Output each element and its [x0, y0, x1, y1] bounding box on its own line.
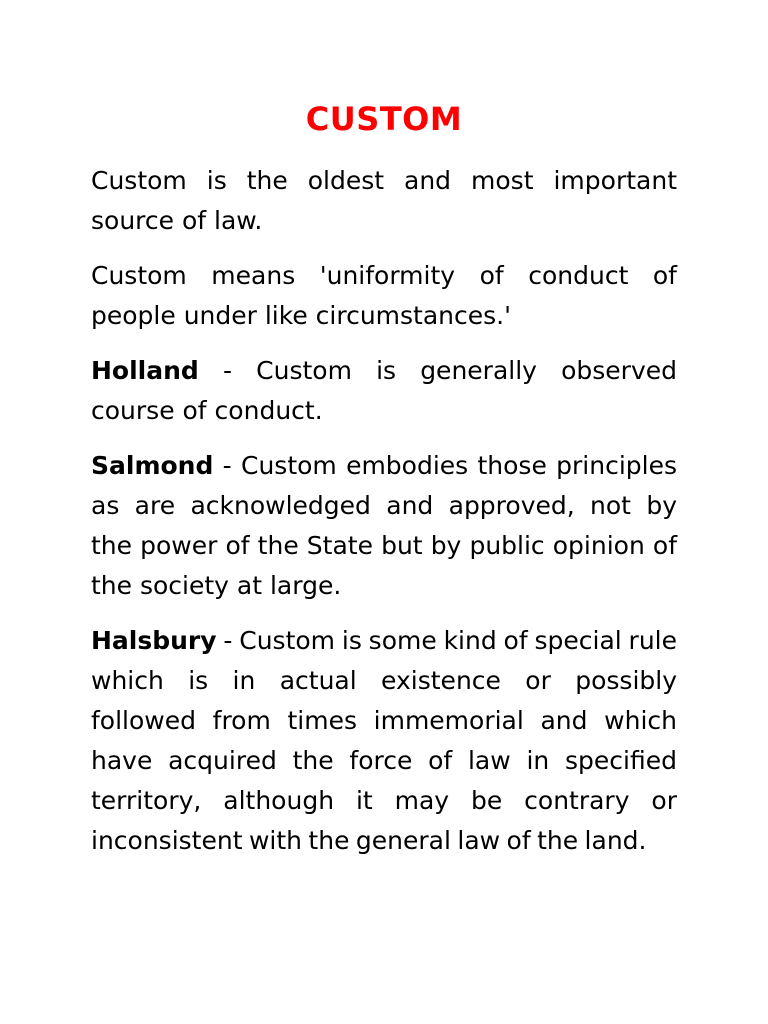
- paragraph-holland: [91, 351, 677, 431]
- paragraph-text: Custom is the oldest and most important source of law.: [91, 166, 677, 235]
- term-salmond: Salmond: [91, 451, 214, 480]
- document-body: [91, 161, 677, 876]
- paragraph-salmond: [91, 446, 677, 606]
- paragraph-halsbury: [91, 621, 677, 861]
- paragraph-text: Custom means 'uniformity of conduct of people under like circumstances.': [91, 261, 677, 330]
- term-holland: Holland: [91, 356, 199, 385]
- document-title: CUSTOM: [305, 100, 463, 138]
- paragraph-text: - Custom is generally observed course of conduct.: [91, 356, 677, 425]
- paragraph-custom-definition: [91, 161, 677, 241]
- paragraph-custom-meaning: [91, 256, 677, 336]
- paragraph-text: - Custom embodies those principles as are acknowledged and approved, not by the power of the State but by public opinion of the society at large.: [91, 451, 677, 600]
- term-halsbury: Halsbury: [91, 626, 217, 655]
- paragraph-text: - Custom is some kind of special rule which is in actual existence or possibly followed from times immemorial and which have acquired the force of law in specified territory, although it may be contrary or inconsistent with the general law of the land.: [91, 626, 677, 855]
